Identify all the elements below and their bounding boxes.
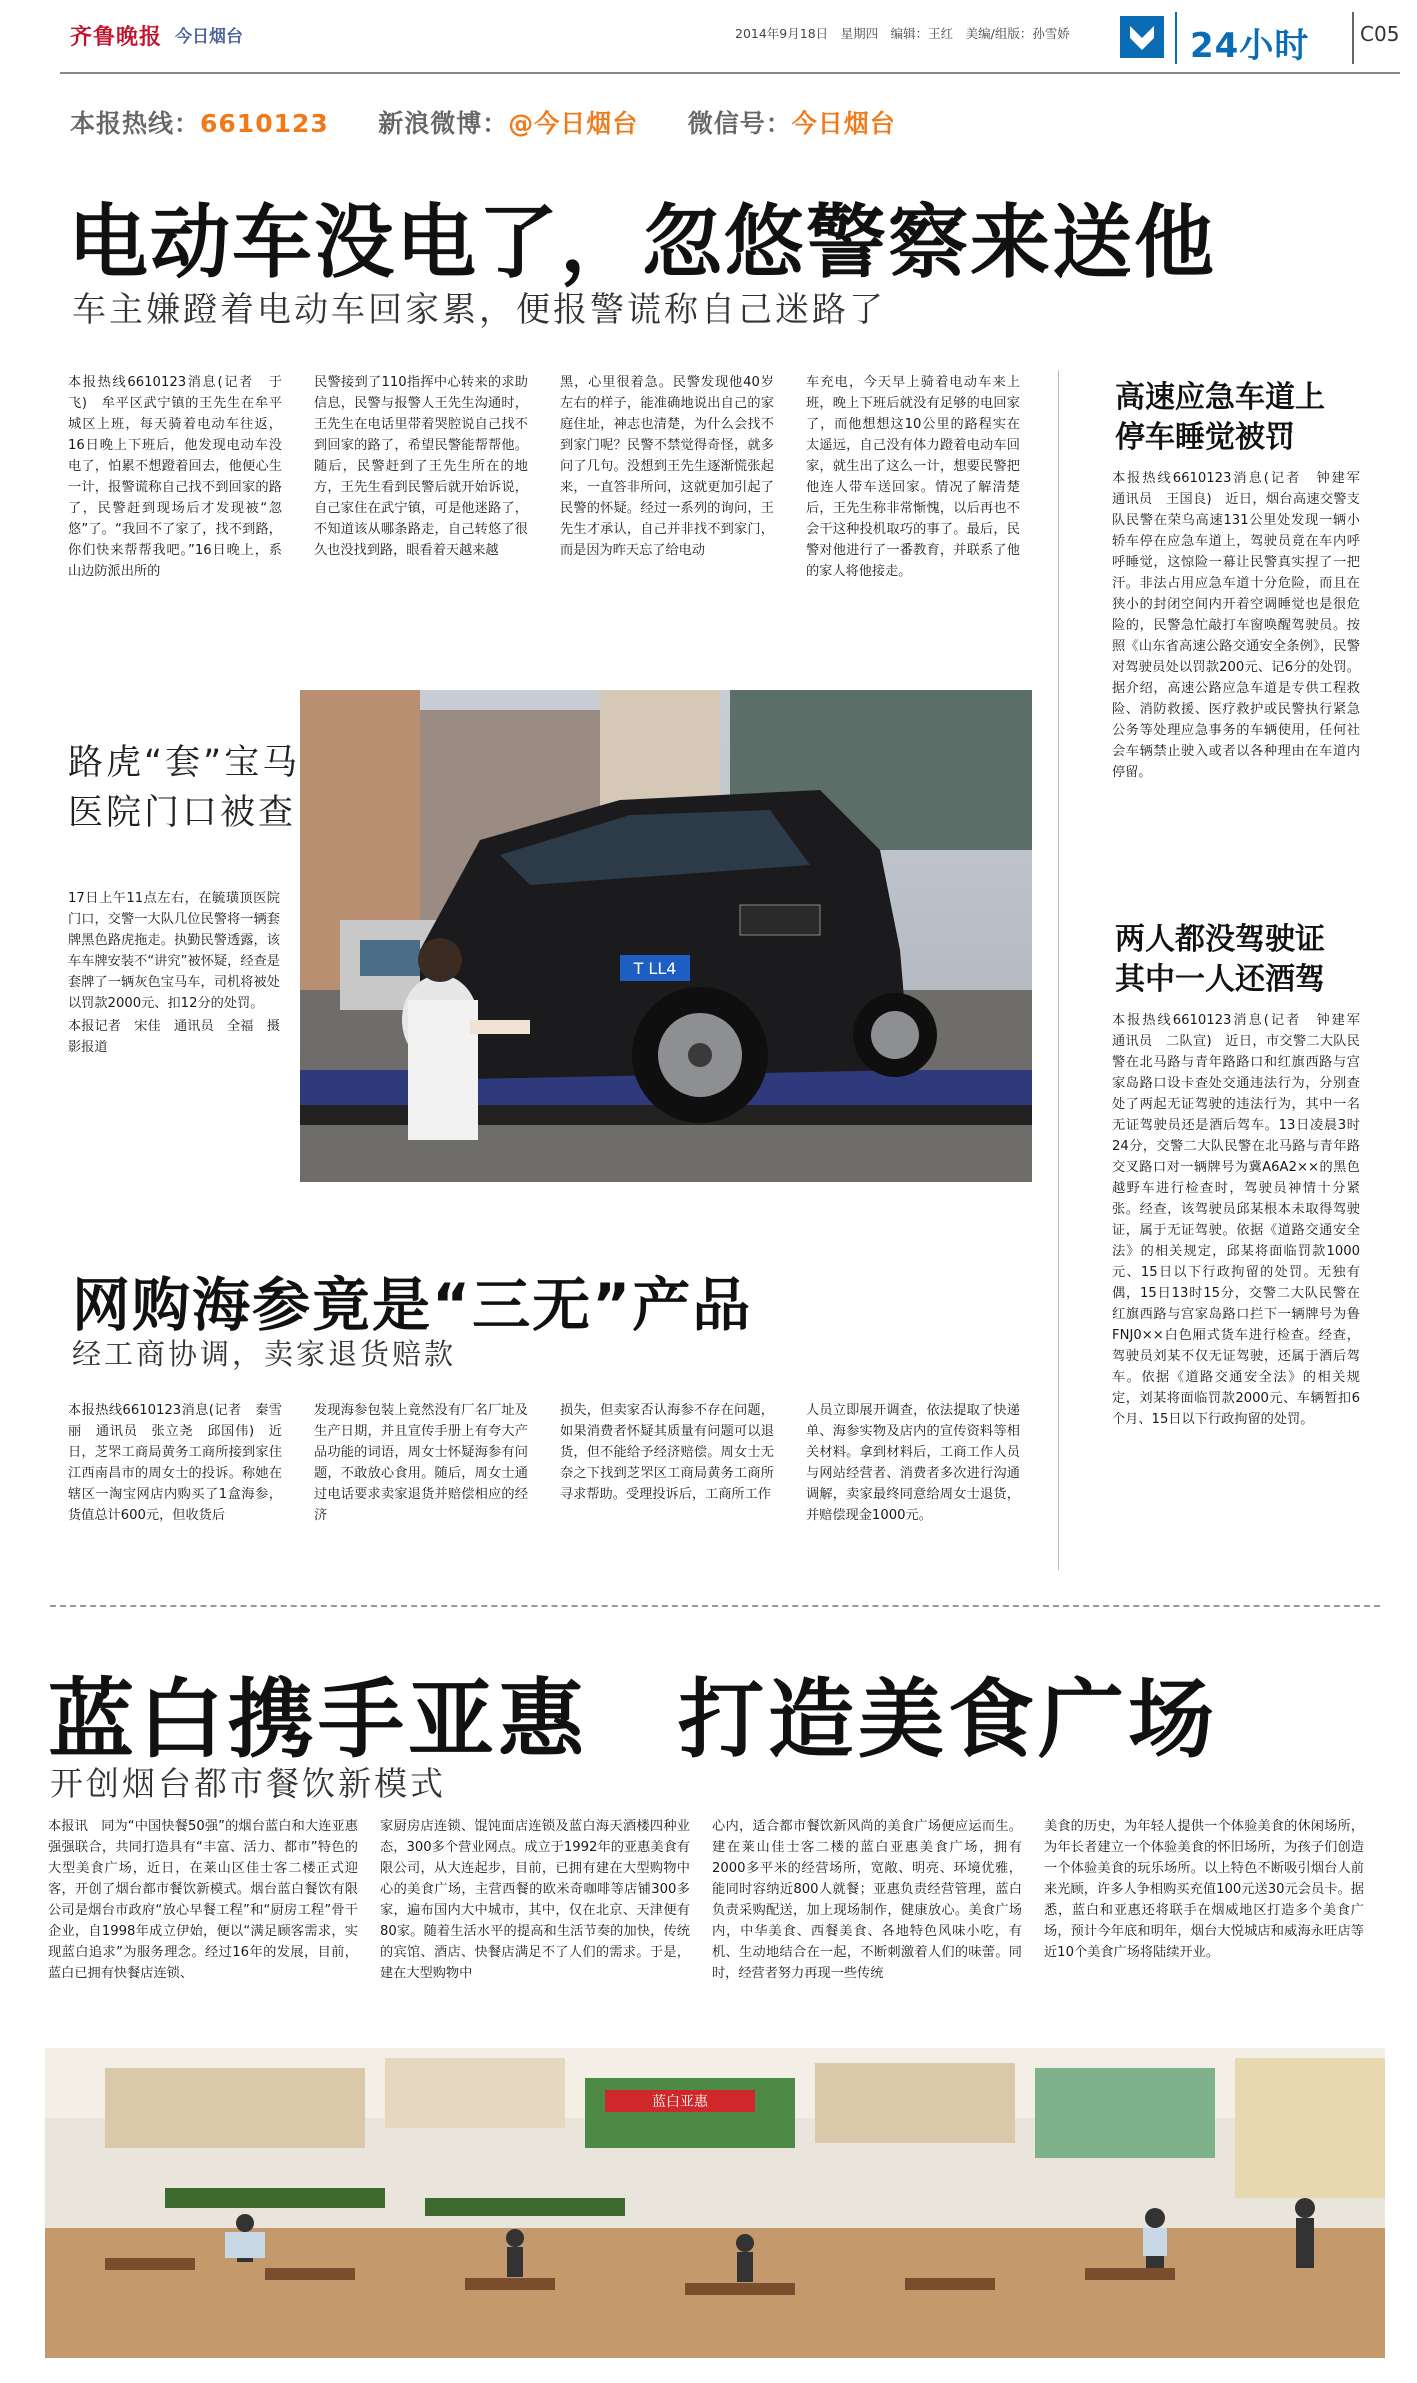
section-name: 今日烟台: [175, 27, 243, 47]
masthead-logo: 齐鲁晚报: [70, 24, 163, 50]
hotline-number: 6610123: [200, 109, 329, 138]
story3-column-3: [712, 1816, 1022, 2041]
food-court-sign: 蓝白亚惠: [652, 2094, 708, 2110]
hotline-label: 本报热线：: [70, 109, 201, 138]
story2-text: 发现海参包装上竟然没有厂名厂址及生产日期，并且宣传手册上有夸大产品功能的词语，周女士怀疑海参有问题，不敢放心食用。随后，周女士通过电话要求卖家退货并赔偿相应的经济: [314, 1403, 528, 1523]
side2-text: 本报热线6610123消息(记者 钟建军 通讯员 二队宣) 近日，市交警二大队民警在北马路与青年路路口和红旗西路与宫家岛路口设卡查处交通违法行为，分别查处了两起无证驾驶的违法行为，其中一名无证驾驶员还是酒后驾车。13日凌晨3时24分，交警二大队民警在北马路与青年路交叉路口对一辆牌号为冀A6A2××的黑色越野车进行检查时，驾驶员神情十分紧张。经查，该驾驶员邱某根本未取得驾驶证，属于无证驾驶。依据《道路交通安全法》的相关规定，邱某将面临罚款1000元、15日以下行政拘留的处罚。无独有偶，15日13时15分，交警二大队民警在红旗西路与宫家岛路口拦下一辆牌号为鲁FNJ0××白色厢式货车进行检查。经查，驾驶员刘某不仅无证驾驶，还属于酒后驾车。依据《道路交通安全法》的相关规定，刘某将面临罚款2000元、车辆暂扣6个月、15日以下行政拘留的处罚。: [1112, 1013, 1374, 1427]
side1-title: [1115, 378, 1385, 458]
story2-text: 损失，但卖家否认海参不存在问题，如果消费者怀疑其质量有问题可以退货，但不能给予经济赔偿。周女士无奈之下找到芝罘区工商局黄务工商所寻求帮助。受理投诉后，工商所工作: [560, 1403, 774, 1502]
story2-column-3: [560, 1400, 774, 1590]
story1-subhead: 车主嫌蹬着电动车回家累，便报警谎称自己迷路了: [72, 290, 886, 330]
towed-car-photo: [300, 690, 1032, 1182]
story2-column-2: [314, 1400, 528, 1590]
story1-text: 本报热线6610123消息(记者 于飞) 牟平区武宁镇的王先生在牟平城区上班，每天骑着电动车往返，16日晚上下班后，他发现电动车没电了，怕累不想蹬着回去，他便心生一计，报警谎称自己找不到回家的路了，民警赶到现场后才发现被“忽悠”了。“我回不了家了，找不到路，你们快来帮帮我吧。”16日晚上，系山边防派出所的: [68, 375, 282, 579]
story2-column-4: [806, 1400, 1020, 1590]
side2-title: [1115, 920, 1385, 1000]
story3-column-2: [380, 1816, 690, 2041]
photo-story-credit: 本报记者 宋佳 通讯员 全福 摄影报道: [68, 1019, 280, 1055]
story2-subhead: 经工商协调，卖家退货赔款: [72, 1337, 457, 1371]
story2-headline: 网购海参竟是“三无”产品: [72, 1271, 753, 1339]
section-badge-label: 24小时: [1190, 26, 1310, 66]
story2-column-1: [68, 1400, 282, 1590]
story3-subhead: 开创烟台都市餐饮新模式: [50, 1764, 446, 1803]
story3-text: 家厨房店连锁、馄饨面店连锁及蓝白海天酒楼四种业态，300多个营业网点。成立于1992年的亚惠美食有限公司，从大连起步，目前，已拥有建在大型购物中心的美食广场，主营西餐的欧米奇咖啡等店铺300多家，遍布国内大中城市，其中，仅在北京、天津便有80家。随着生活水平的提高和生活节奏的加快，传统的宾馆、酒店、快餐店满足不了人们的需求。于是，建在大型购物中: [380, 1819, 690, 1981]
badge-divider: [1175, 12, 1177, 64]
story3-headline: 蓝白携手亚惠 打造美食广场: [48, 1670, 1218, 1770]
story3-column-1: [48, 1816, 358, 2041]
side1-title-line-1: 高速应急车道上: [1115, 380, 1325, 415]
story3-column-4: [1044, 1816, 1364, 2041]
wechat-label: 微信号：: [687, 109, 792, 138]
header-rule: [60, 72, 1400, 74]
page-code: C05: [1360, 22, 1400, 46]
photo-story-body: [68, 888, 280, 1088]
side1-text: 本报热线6610123消息(记者 钟建军 通讯员 王国良) 近日，烟台高速交警支队民警在荣乌高速131公里处发现一辆小轿车停在应急车道上，驾驶员竟在车内呼呼睡觉，这惊险一幕让民警真实捏了一把汗。非法占用应急车道十分危险，而且在狭小的封闭空间内开着空调睡觉也是很危险的，民警急忙敲打车窗唤醒驾驶员。按照《山东省高速公路交通安全条例》，民警对驾驶员处以罚款200元、记6分的处罚。据介绍，高速公路应急车道是专供工程救险、消防救援、医疗救护或民警执行紧急公务等处理应急事务的车辆使用，任何社会车辆禁止驶入或者以各种理由在车道内停留。: [1112, 471, 1374, 780]
side2-title-line-2: 其中一人还酒驾: [1115, 962, 1325, 997]
photo-caption-line-1: 路虎“套”宝马: [68, 743, 301, 783]
hotline-bar: [70, 104, 896, 140]
story1-text: 黑，心里很着急。民警发现他40岁左右的样子，能准确地说出自己的家庭住址，神志也清楚，为什么会找不到家门呢？民警不禁觉得奇怪，就多问了几句。没想到王先生逐渐慌张起来，一直答非所问，这就更加引起了民警的怀疑。经过一系列的询问，王先生才承认，自己并非找不到家门，而是因为昨天忘了给电动: [560, 375, 774, 558]
badge-divider-right: [1352, 12, 1354, 64]
plate-text: T LL4: [633, 959, 677, 978]
story2-text: 本报热线6610123消息(记者 秦雪丽 通讯员 张立尧 邱国伟) 近日，芝罘工商局黄务工商所接到家住江西南昌市的周女士的投诉。称她在辖区一淘宝网店内购买了1盒海参，货值总计600元，但收货后: [68, 1403, 282, 1523]
dateline: 2014年9月18日 星期四 编辑：王红 美编/组版：孙雪娇: [735, 26, 1070, 41]
weibo-handle: @今日烟台: [508, 109, 639, 138]
story3-text: 心内，适合都市餐饮新风尚的美食广场便应运而生。建在莱山佳士客二楼的蓝白亚惠美食广场，拥有2000多平米的经营场所，宽敞、明亮、环境优雅，能同时容纳近800人就餐；亚惠负责经营管理，蓝白负责采购配送，加上现场制作，健康放心。美食广场内，中华美食、西餐美食、各地特色风味小吃，有机、生动地结合在一起，不断刺激着人们的味蕾。同时，经营者努力再现一些传统: [712, 1819, 1022, 1981]
story1-column-3: [560, 372, 774, 672]
side1-title-line-2: 停车睡觉被罚: [1115, 420, 1295, 455]
story1-text: 民警接到了110指挥中心转来的求助信息，民警与报警人王先生沟通时，王先生在电话里带着哭腔说自己找不到回家的路了，希望民警能帮帮他。随后，民警赶到了王先生所在的地方，王先生看到民警后就开始诉说，自己家住在武宁镇，可是他迷路了，不知道该从哪条路走，自己转悠了很久也没找到路，眼看着天越来越: [314, 375, 528, 558]
section-badge: [1120, 12, 1330, 64]
weibo-label: 新浪微博：: [378, 109, 509, 138]
photo-story-caption: [68, 738, 300, 838]
story1-column-4: [806, 372, 1020, 672]
story1-headline: 电动车没电了，忽悠警察来送他: [68, 196, 1216, 289]
food-court-photo: [45, 2048, 1385, 2358]
section-divider: [50, 1605, 1380, 1607]
story1-text: 车充电，今天早上骑着电动车来上班，晚上下班后就没有足够的电回家了，而他想想这10公里的路程实在太遥远，自己没有体力蹬着电动车回家，就生出了这么一计，想要民警把他连人带车送回家。情况了解清楚后，王先生称非常惭愧，以后再也不会干这种投机取巧的事了。最后，民警对他进行了一番教育，并联系了他的家人将他接走。: [806, 375, 1020, 579]
side2-body: [1112, 1010, 1374, 1570]
photo-story-text: 17日上午11点左右，在毓璜顶医院门口，交警一大队几位民警将一辆套牌黑色路虎拖走。执勤民警透露，该车车牌安装不“讲究”被怀疑，经查是套牌了一辆灰色宝马车，司机将被处以罚款2000元、扣12分的处罚。: [68, 891, 280, 1011]
story3-text: 美食的历史，为年轻人提供一个体验美食的休闲场所，为年长者建立一个体验美食的怀旧场所，为孩子们创造一个体验美食的玩乐场所。以上特色不断吸引烟台人前来光顾，许多人争相购买充值100元送30元会员卡。据悉，蓝白和亚惠还将联手在烟威地区打造多个美食广场，预计今年底和明年，烟台大悦城店和威海永旺店等近10个美食广场将陆续开业。: [1044, 1819, 1364, 1960]
story1-column-2: [314, 372, 528, 672]
story3-text: 本报讯 同为“中国快餐50强”的烟台蓝白和大连亚惠强强联合，共同打造具有“丰富、活力、都市”特色的大型美食广场，近日，在莱山区佳士客二楼正式迎客，开创了烟台都市餐饮新模式。烟台蓝白餐饮有限公司是烟台市政府“放心早餐工程”和“厨房工程”骨干企业，自1998年成立伊始，便以“满足顾客需求，实现蓝白追求”为服务理念。经过16年的发展，目前，蓝白已拥有快餐店连锁、: [48, 1819, 358, 1981]
story2-text: 人员立即展开调查，依法提取了快递单、海参实物及店内的宣传资料等相关材料。拿到材料后，工商工作人员与网站经营者、消费者多次进行沟通调解，卖家最终同意给周女士退货，并赔偿现金1000元。: [806, 1403, 1020, 1523]
photo-caption-line-2: 医院门口被查: [68, 793, 297, 833]
side2-title-line-1: 两人都没驾驶证: [1115, 922, 1325, 957]
column-divider: [1058, 370, 1059, 1570]
wechat-handle: 今日烟台: [791, 109, 896, 138]
side1-body: [1112, 468, 1374, 888]
section-badge-icon: [1120, 16, 1164, 58]
story1-column-1: [68, 372, 282, 672]
